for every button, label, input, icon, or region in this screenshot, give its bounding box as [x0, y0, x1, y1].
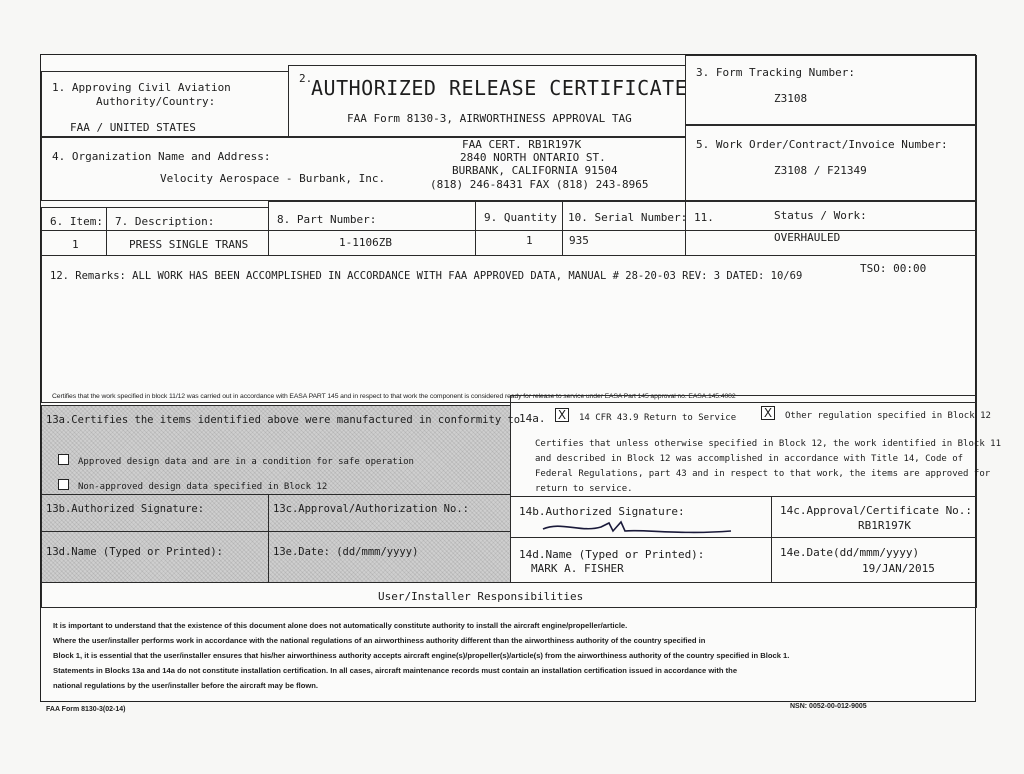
block-12	[41, 255, 977, 403]
checkbox-non-approved-design[interactable]	[58, 479, 69, 490]
block-13e: 13e.Date: (dd/mmm/yyyy)	[268, 531, 511, 583]
phone-fax: (818) 246-8431 FAX (818) 243-8965	[430, 178, 649, 191]
block-1-label-2: Authority/Country:	[96, 95, 216, 108]
remarks: 12. Remarks: ALL WORK HAS BEEN ACCOMPLISHED IN ACCORDANCE WITH FAA APPROVED DATA, MANUAL # 28-20-03 REV: 3 DATED: 10/69	[50, 270, 803, 282]
header-serial: 10. Serial Number:	[562, 201, 686, 231]
header-status: 11. Status / Work:	[685, 201, 977, 231]
nsn-number: NSN: 0052-00-012-9005	[790, 703, 867, 710]
block-5	[685, 125, 977, 201]
approval-certificate-number: RB1R197K	[858, 519, 911, 532]
work-order-number: Z3108 / F21349	[774, 164, 867, 177]
responsibility-line: Where the user/installer performs work in accordance with the national regulations of an airworthiness authority different than the airworthiness authority of the country specified in	[53, 636, 706, 645]
block-14c: 14c.Approval/Certificate No.: RB1R197K	[771, 496, 977, 538]
block-14e: 14e.Date(dd/mmm/yyyy) 19/JAN/2015	[771, 537, 977, 583]
user-installer-title-cell	[41, 582, 977, 608]
item-number-cell	[41, 230, 107, 256]
block-13b: 13b.Authorized Signature:	[41, 494, 269, 532]
block-1	[41, 71, 289, 137]
description: PRESS SINGLE TRANS	[129, 238, 249, 251]
responsibility-line: Block 1, it is essential that the user/installer ensures that his/her airworthiness authority accepts aircraft engine(s)/propeller(s)/article(s) from the airworthiness authority of the country specified in Block 1.	[53, 651, 790, 660]
checkbox-other-regulation[interactable]: X	[761, 406, 775, 420]
header-description: 7. Description:	[106, 207, 269, 231]
organization-name: Velocity Aerospace - Burbank, Inc.	[160, 172, 386, 185]
responsibility-line: national regulations by the user/installer before the aircraft may be flown.	[53, 681, 318, 690]
part-number: 1-1106ZB	[339, 236, 392, 249]
block-14a	[510, 395, 1001, 497]
block-3	[685, 55, 977, 125]
quantity: 1	[526, 234, 533, 247]
certificate-form	[40, 54, 1001, 702]
signature-mark	[541, 519, 741, 539]
status-work: OVERHAULED	[774, 231, 841, 244]
address-line: 2840 NORTH ONTARIO ST.	[460, 151, 606, 164]
checkbox-approved-design[interactable]	[58, 454, 69, 465]
approving-authority: FAA / UNITED STATES	[70, 121, 196, 134]
serial-cell	[562, 230, 686, 256]
part-number-cell	[268, 230, 476, 256]
header-part-number: 8. Part Number:	[268, 201, 476, 231]
header-quantity: 9. Quantity	[475, 201, 563, 231]
block-2-num: 2.	[299, 72, 313, 85]
form-tracking-number: Z3108	[774, 92, 808, 105]
header-item: 6. Item:	[41, 207, 107, 231]
option-approved-design: Approved design data and are in a condition for safe operation	[78, 457, 414, 467]
block-3-label: 3. Form Tracking Number:	[696, 66, 855, 79]
block-1-label: 1. Approving Civil Aviation	[52, 81, 231, 94]
block-4-label: 4. Organization Name and Address:	[52, 150, 271, 163]
block-13c: 13c.Approval/Authorization No.:	[268, 494, 511, 532]
easa-statement: Certifies that the work specified in block 11/12 was carried out in accordance with EASA PART 145 and in respect to that work the component is considered ready for release to service under EASA Part 145 approval no. EASA.145.4002	[52, 393, 736, 400]
block-14a-text: Federal Regulations, part 43 and in respect to that work, the items are approved for	[535, 469, 991, 479]
responsibility-line: It is important to understand that the existence of this document alone does not automatically constitute authority to install the aircraft engine/propeller/article.	[53, 621, 628, 630]
option-other-regulation: Other regulation specified in Block 12	[785, 411, 991, 421]
serial-number: 935	[569, 234, 589, 247]
certificate-subtitle: FAA Form 8130-3, AIRWORTHINESS APPROVAL TAG	[347, 112, 632, 125]
block-14a-text: return to service.	[535, 484, 633, 494]
block-2	[288, 65, 686, 137]
description-cell	[106, 230, 269, 256]
certification-date: 19/JAN/2015	[862, 562, 935, 575]
address-line: BURBANK, CALIFORNIA 91504	[452, 164, 618, 177]
checkbox-14cfr-43-9[interactable]: X	[555, 408, 569, 422]
form-number: FAA Form 8130-3(02-14)	[46, 706, 126, 713]
block-13a	[41, 405, 521, 495]
status-cell	[685, 230, 977, 256]
certificate-title: AUTHORIZED RELEASE CERTIFICATE	[311, 76, 688, 100]
block-14d: 14d.Name (Typed or Printed): MARK A. FISHER	[510, 537, 772, 583]
item-number: 1	[72, 238, 79, 251]
option-non-approved-design: Non-approved design data specified in Block 12	[78, 482, 328, 492]
block-5-label: 5. Work Order/Contract/Invoice Number:	[696, 138, 948, 151]
block-13a-label: 13a.Certifies the items identified above were manufactured in conformity to	[46, 414, 521, 426]
block-4	[41, 137, 686, 201]
block-14a-text: and described in Block 12 was accomplished in accordance with Title 14, Code of	[535, 454, 964, 464]
quantity-cell	[475, 230, 563, 256]
signer-name: MARK A. FISHER	[531, 562, 624, 575]
block-14a-text: Certifies that unless otherwise specified in Block 12, the work identified in Block 11	[535, 439, 1001, 449]
block-14a-label: 14a.	[519, 412, 546, 425]
tso: TSO: 00:00	[860, 262, 927, 275]
address-line: FAA CERT. RB1R197K	[462, 138, 582, 151]
responsibility-line: Statements in Blocks 13a and 14a do not constitute installation certification. In all cases, aircraft maintenance records must contain an installation certification issued in accordance with the	[53, 666, 738, 675]
block-13d: 13d.Name (Typed or Printed):	[41, 531, 269, 583]
option-14cfr-43-9: 14 CFR 43.9 Return to Service	[579, 413, 737, 423]
block-14b: 14b.Authorized Signature:	[510, 496, 772, 538]
user-installer-title: User/Installer Responsibilities	[378, 590, 584, 603]
